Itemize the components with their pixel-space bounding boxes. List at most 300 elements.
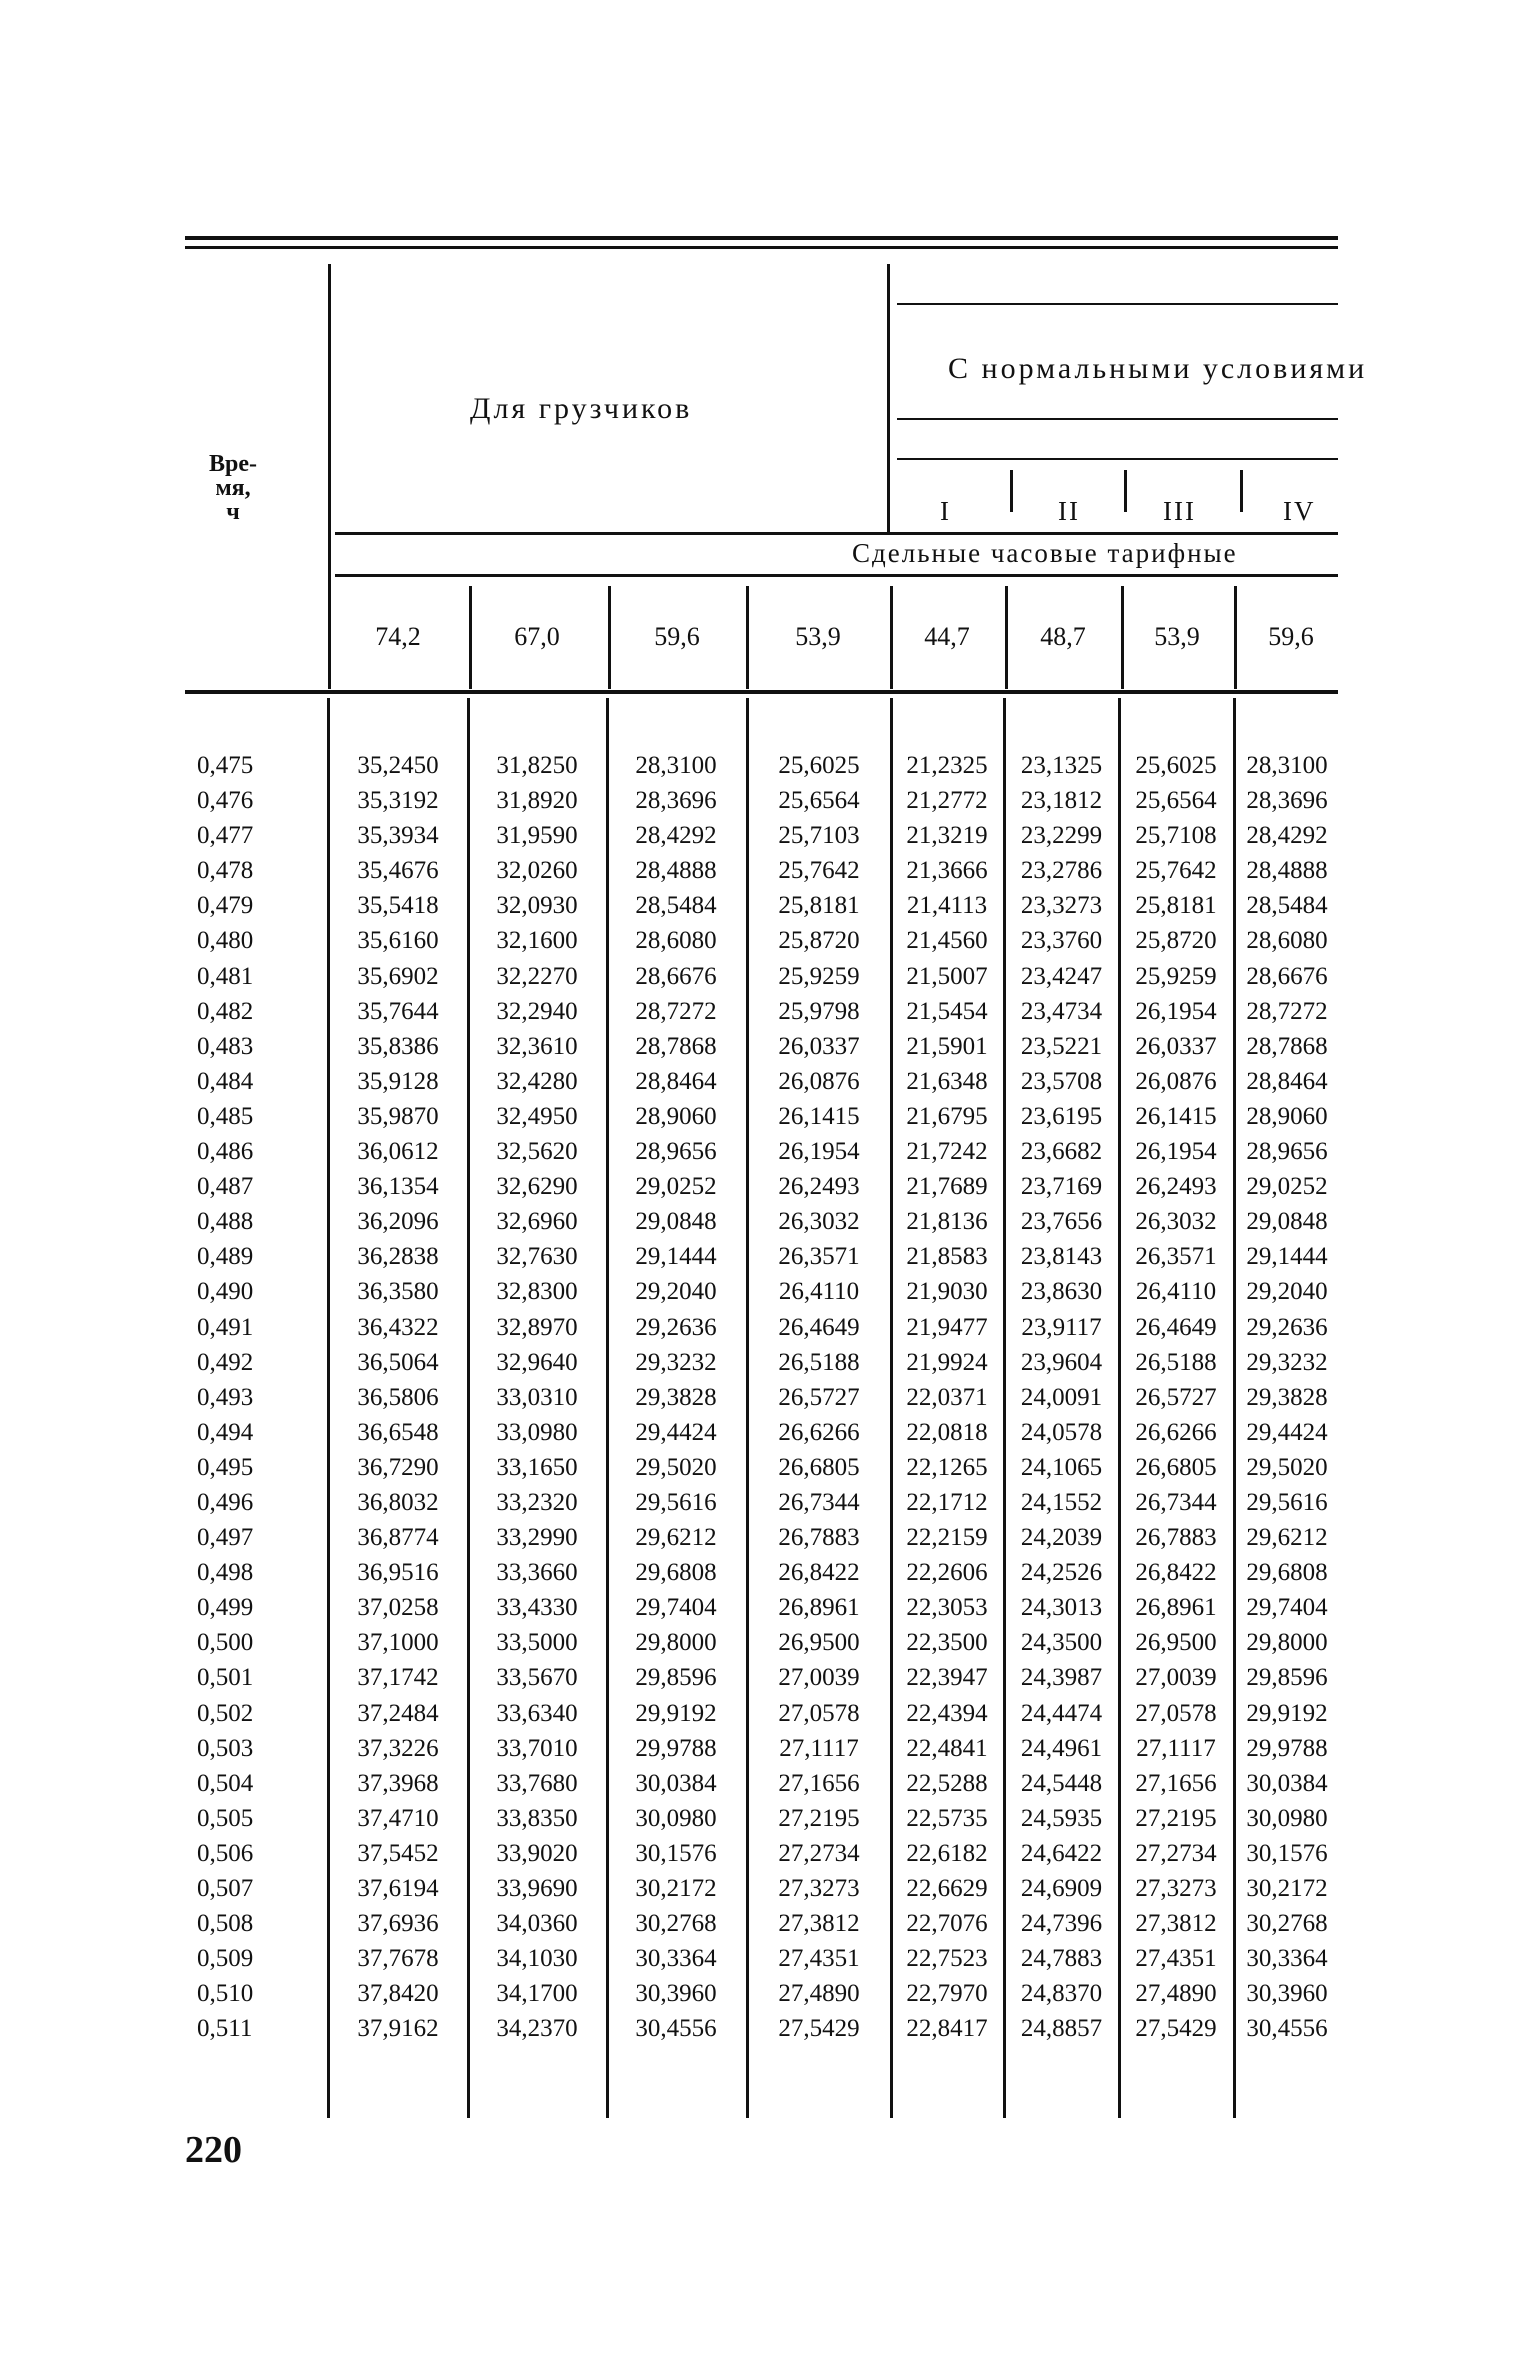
table-cell: 27,4351 [778,1945,860,1973]
table-cell: 33,0310 [496,1383,578,1411]
table-cell: 23,9117 [1021,1313,1102,1341]
table-cell: 22,4394 [906,1699,988,1727]
table-cell: 0,492 [197,1348,254,1376]
table-cell: 33,7010 [496,1734,578,1762]
table-cell: 0,487 [197,1173,254,1201]
rate-2: 67,0 [514,622,560,651]
rate-divider-3 [746,586,749,689]
table-cell: 35,4676 [357,857,439,885]
table-cell: 26,6805 [1135,1453,1217,1481]
table-cell: 34,0360 [496,1910,578,1938]
time-column [197,748,297,2046]
table-cell: 32,6290 [496,1173,578,1201]
table-cell: 0,496 [197,1488,254,1516]
table-cell: 23,4247 [1020,962,1103,990]
table-cell: 24,2526 [1020,1559,1103,1587]
table-cell: 35,6160 [357,927,439,955]
roman-ii: II [1058,496,1080,526]
rate-8: 59,6 [1268,622,1314,651]
table-cell: 23,7656 [1020,1208,1103,1236]
table-cell: 25,9798 [778,997,860,1025]
rate-4: 53,9 [795,622,841,651]
table-cell: 30,0980 [635,1804,717,1832]
table-cell: 24,4961 [1020,1734,1103,1762]
table-cell: 34,1030 [496,1945,578,1973]
table-cell: 28,5484 [1246,892,1328,920]
body-divider-3 [746,698,749,2118]
table-cell: 26,3571 [778,1243,860,1271]
table-cell: 28,3100 [635,752,717,779]
table-cell: 0,508 [197,1910,254,1938]
table-cell: 25,9259 [1135,962,1217,990]
table-cell: 22,7970 [906,1980,988,2008]
table-cell: 21,8583 [906,1243,988,1271]
roman-divider-1 [1010,470,1013,512]
table-cell: 0,501 [197,1664,254,1692]
page-number: 220 [185,2129,242,2171]
table-cell: 22,5288 [906,1769,988,1797]
table-cell: 30,3960 [1246,1980,1328,2008]
table-cell: 26,9500 [1135,1629,1217,1657]
table-cell: 24,6909 [1020,1875,1103,1902]
time-label-line-3: ч [226,499,240,525]
table-cell: 37,5452 [357,1839,439,1867]
table-cell: 27,3273 [1135,1875,1217,1902]
body-divider-5 [1003,698,1006,2118]
table-cell: 30,3364 [635,1945,717,1973]
table-cell: 30,4556 [1246,2015,1328,2043]
table-cell: 27,3812 [1135,1910,1217,1938]
table-cell: 33,4330 [496,1594,578,1622]
table-cell: 25,8720 [778,927,860,955]
table-cell: 26,0876 [1135,1067,1217,1095]
time-label-line-1: Вре- [209,451,257,477]
table-cell: 25,7642 [1135,857,1217,885]
normal-group-bottom-rule [897,418,1338,420]
table-cell: 26,2493 [1135,1173,1217,1201]
table-cell: 0,482 [197,997,254,1025]
table-cell: 0,478 [197,857,254,885]
rate-7: 53,9 [1154,622,1200,651]
rates-caption: Сдельные часовые тарифные [852,538,1238,568]
table-cell: 27,2734 [778,1839,860,1867]
group-loaders-title: Для грузчиков [470,392,693,425]
table-cell: 0,498 [197,1559,254,1587]
table-cell: 29,9192 [635,1699,717,1727]
table-cell: 26,7344 [1135,1488,1217,1516]
table-cell: 37,2484 [357,1699,439,1727]
table-cell: 33,2320 [496,1488,578,1516]
table-cell: 36,5806 [357,1383,439,1411]
table-cell: 28,7868 [635,1032,717,1060]
body-divider-1 [467,698,470,2118]
table-cell: 33,1650 [496,1453,578,1481]
table-cell: 22,3500 [906,1629,988,1657]
table-cell: 27,3273 [778,1875,860,1902]
body-divider-2 [606,698,609,2118]
table-cell: 23,6682 [1020,1138,1103,1166]
table-cell: 24,7883 [1020,1945,1103,1973]
table-cell: 0,489 [197,1243,254,1271]
table-cell: 26,1954 [1135,997,1217,1025]
table-cell: 22,6182 [906,1839,988,1867]
table-cell: 23,6195 [1020,1102,1103,1130]
table-cell: 29,4424 [1246,1418,1328,1446]
table-cell: 30,2172 [1246,1875,1328,1902]
table-cell: 25,7108 [1135,822,1217,850]
table-cell: 24,0091 [1020,1383,1103,1411]
table-cell: 28,6080 [1246,927,1328,955]
table-cell: 36,0612 [357,1138,439,1166]
table-cell: 24,8370 [1020,1980,1103,2008]
table-cell: 26,0337 [778,1032,860,1060]
table-cell: 35,9128 [357,1067,439,1095]
table-cell: 29,8000 [635,1629,717,1657]
data-column-7 [1121,748,1231,2046]
table-cell: 29,2636 [1246,1313,1328,1341]
roman-divider-2 [1124,470,1127,512]
roman-divider-3 [1240,470,1243,512]
table-cell: 22,4841 [906,1734,988,1762]
table-cell: 26,5727 [1135,1383,1217,1411]
table-cell: 21,9477 [906,1313,988,1341]
table-cell: 21,9924 [906,1348,988,1376]
table-cell: 24,3987 [1020,1664,1103,1692]
table-cell: 33,7680 [496,1769,578,1797]
table-cell: 0,511 [197,2015,253,2043]
table-cell: 26,0876 [778,1067,860,1095]
table-cell: 22,2606 [906,1559,988,1587]
roman-iv: IV [1283,496,1316,526]
table-cell: 26,6805 [778,1453,860,1481]
table-cell: 33,2990 [496,1524,578,1552]
table-cell: 21,5454 [906,997,988,1025]
table-cell: 28,4888 [1246,857,1328,885]
table-cell: 0,505 [197,1804,254,1832]
table-cell: 24,6422 [1020,1839,1103,1867]
table-cell: 27,0578 [778,1699,860,1727]
table-cell: 23,2299 [1020,822,1103,850]
table-cell: 27,1656 [1135,1769,1217,1797]
table-cell: 23,8630 [1020,1278,1103,1306]
table-cell: 35,8386 [357,1032,439,1060]
table-cell: 30,1576 [635,1839,717,1867]
table-cell: 26,3571 [1135,1243,1217,1271]
table-cell: 24,4474 [1020,1699,1103,1727]
table-cell: 37,1000 [357,1629,439,1657]
table-cell: 30,2768 [635,1910,717,1938]
table-cell: 22,8417 [906,2015,988,2043]
table-cell: 27,5429 [1135,2015,1217,2043]
table-cell: 28,4292 [1246,822,1328,850]
table-cell: 37,3968 [357,1769,439,1797]
top-rule-2 [185,246,1338,249]
table-cell: 35,5418 [357,892,439,920]
table-cell: 29,6212 [1246,1524,1328,1552]
table-cell: 29,8596 [1246,1664,1328,1692]
table-cell: 29,0848 [1246,1208,1328,1236]
group-normal-title: С нормальными условиями [948,352,1368,385]
table-cell: 24,1065 [1020,1453,1103,1481]
table-cell: 25,6564 [778,787,860,815]
table-cell: 26,6266 [778,1418,860,1446]
table-cell: 36,5064 [357,1348,439,1376]
table-cell: 26,5188 [778,1348,860,1376]
table-cell: 30,1576 [1246,1839,1328,1867]
table-cell: 29,6808 [635,1559,717,1587]
table-cell: 25,8181 [1135,892,1217,920]
table-cell: 32,4280 [496,1067,578,1095]
rate-1: 74,2 [375,622,421,651]
table-cell: 30,0384 [635,1769,717,1797]
table-cell: 29,1444 [635,1243,717,1271]
rate-5: 44,7 [924,622,970,651]
table-cell: 36,6548 [357,1418,439,1446]
roman-top-rule [897,458,1338,460]
table-cell: 21,5901 [906,1032,988,1060]
table-cell: 28,6676 [1246,962,1328,990]
table-cell: 30,2172 [635,1875,717,1902]
table-cell: 28,7868 [1246,1032,1328,1060]
table-cell: 24,5448 [1020,1769,1103,1797]
table-cell: 26,1954 [778,1138,860,1166]
table-cell: 23,5708 [1020,1067,1103,1095]
data-column-8 [1237,748,1337,2046]
table-cell: 21,3219 [906,822,988,850]
table-cell: 25,6564 [1135,787,1217,815]
table-cell: 29,1444 [1246,1243,1328,1271]
table-cell: 0,506 [197,1839,254,1867]
table-cell: 28,9060 [1246,1102,1328,1130]
table-cell: 29,7404 [635,1594,717,1622]
table-cell: 26,3032 [778,1208,860,1236]
table-cell: 27,2195 [1135,1804,1217,1832]
table-cell: 0,483 [197,1032,254,1060]
table-cell: 35,9870 [357,1102,439,1130]
table-cell: 25,7103 [778,822,860,850]
time-label-line-2: мя, [215,475,251,501]
table-cell: 0,485 [197,1102,254,1130]
table-cell: 23,3273 [1020,892,1103,920]
table-cell: 21,3666 [906,857,988,885]
table-cell: 27,3812 [778,1910,860,1938]
time-column-label [193,452,273,524]
table-cell: 26,9500 [778,1629,860,1657]
table-cell: 0,488 [197,1208,254,1236]
table-cell: 24,8857 [1020,2015,1103,2043]
table-cell: 0,509 [197,1945,254,1973]
table-cell: 24,2039 [1020,1524,1103,1552]
table-cell: 24,3500 [1020,1629,1103,1657]
table-cell: 31,8250 [496,752,578,779]
table-cell: 33,6340 [496,1699,578,1727]
table-cell: 23,9604 [1020,1348,1103,1376]
table-cell: 21,6795 [906,1102,988,1130]
table-cell: 33,5000 [496,1629,578,1657]
table-cell: 33,3660 [496,1559,578,1587]
table-cell: 21,7689 [906,1173,988,1201]
table-cell: 30,4556 [635,2015,717,2043]
table-cell: 32,9640 [496,1348,578,1376]
table-cell: 37,3226 [357,1734,439,1762]
table-cell: 21,9030 [906,1278,988,1306]
table-cell: 23,4734 [1020,997,1103,1025]
table-cell: 29,2636 [635,1313,717,1341]
rates-caption-top-rule [335,532,1338,535]
table-cell: 29,8596 [635,1664,717,1692]
table-cell: 36,3580 [357,1278,439,1306]
table-cell: 26,2493 [778,1173,860,1201]
table-cell: 27,2195 [778,1804,860,1832]
data-column-6 [1007,748,1116,2046]
table-cell: 35,3934 [357,822,439,850]
table-cell: 33,5670 [496,1664,578,1692]
table-cell: 37,1742 [357,1664,439,1692]
table-cell: 25,6025 [1135,752,1217,779]
table-cell: 32,0930 [496,892,578,920]
table-cell: 28,3696 [1246,787,1328,815]
table-cell: 27,1117 [1136,1734,1216,1762]
header-bottom-rule [185,690,1338,694]
table-cell: 36,8774 [357,1524,439,1552]
table-cell: 27,5429 [778,2015,860,2043]
table-cell: 29,5616 [635,1488,717,1516]
table-cell: 37,4710 [357,1804,439,1832]
table-cell: 21,5007 [906,962,988,990]
body-divider-7 [1233,698,1236,2118]
table-cell: 28,8464 [1246,1067,1328,1095]
table-cell: 34,2370 [496,2015,578,2043]
table-cell: 29,0252 [635,1173,717,1201]
table-cell: 29,4424 [635,1418,717,1446]
table-cell: 32,2940 [496,997,578,1025]
table-cell: 28,4292 [635,822,717,850]
table-cell: 22,7523 [906,1945,988,1973]
table-cell: 25,8720 [1135,927,1217,955]
table-cell: 0,495 [197,1453,254,1481]
table-cell: 28,6676 [635,962,717,990]
table-cell: 23,7169 [1020,1173,1103,1201]
table-cell: 27,4890 [1135,1980,1217,2008]
table-cell: 26,7883 [1135,1524,1217,1552]
table-cell: 37,8420 [357,1980,439,2008]
roman-iii: III [1163,496,1196,526]
table-cell: 25,6025 [778,752,860,779]
table-cell: 37,9162 [357,2015,439,2043]
table-cell: 0,504 [197,1769,254,1797]
table-cell: 29,6808 [1246,1559,1328,1587]
table-cell: 31,9590 [496,822,578,850]
table-cell: 21,8136 [906,1208,988,1236]
table-cell: 0,494 [197,1418,254,1446]
table-cell: 29,9192 [1246,1699,1328,1727]
table-cell: 26,4649 [1135,1313,1217,1341]
table-cell: 0,497 [197,1524,254,1552]
table-cell: 26,7344 [778,1488,860,1516]
table-cell: 28,4888 [635,857,717,885]
table-cell: 23,8143 [1020,1243,1103,1271]
table-cell: 29,2040 [635,1278,717,1306]
table-cell: 22,2159 [906,1524,988,1552]
table-cell: 30,2768 [1246,1910,1328,1938]
top-rule [185,236,1338,240]
table-cell: 26,5188 [1135,1348,1217,1376]
table-cell: 28,9060 [635,1102,717,1130]
table-cell: 26,6266 [1135,1418,1217,1446]
table-cell: 0,479 [197,892,254,920]
table-cell: 37,7678 [357,1945,439,1973]
table-cell: 0,477 [197,822,254,850]
table-cell: 21,6348 [906,1067,988,1095]
table-cell: 26,5727 [778,1383,860,1411]
table-cell: 32,5620 [496,1138,578,1166]
table-cell: 27,4351 [1135,1945,1217,1973]
table-cell: 29,0252 [1246,1173,1328,1201]
table-cell: 0,493 [197,1383,254,1411]
table-cell: 35,6902 [357,962,439,990]
table-cell: 37,6194 [357,1875,439,1902]
table-cell: 0,481 [197,962,254,990]
table-cell: 24,3013 [1020,1594,1103,1622]
table-cell: 24,0578 [1020,1418,1103,1446]
table-cell: 26,4649 [778,1313,860,1341]
table-cell: 34,1700 [496,1980,578,2008]
header-divider-groups [887,264,890,532]
data-column-2 [471,748,603,2046]
table-cell: 0,503 [197,1734,254,1762]
table-cell: 27,1117 [779,1734,859,1762]
table-cell: 0,500 [197,1629,254,1657]
roman-i: I [940,496,951,526]
table-cell: 22,6629 [906,1875,988,1902]
table-cell: 27,2734 [1135,1839,1217,1867]
table-cell: 36,7290 [357,1453,439,1481]
table-cell: 36,1354 [357,1173,439,1201]
table-cell: 25,7642 [778,857,860,885]
table-cell: 23,1325 [1020,752,1103,779]
table-cell: 28,9656 [635,1138,717,1166]
table-cell: 29,2040 [1246,1278,1328,1306]
table-cell: 0,480 [197,927,254,955]
table-cell: 21,7242 [906,1138,988,1166]
table-cell: 32,2270 [496,962,578,990]
table-cell: 0,475 [197,752,254,779]
table-cell: 37,0258 [357,1594,439,1622]
table-cell: 36,2096 [357,1208,439,1236]
table-cell: 32,0260 [496,857,578,885]
table-cell: 28,7272 [1246,997,1328,1025]
table-cell: 31,8920 [496,787,578,815]
table-cell: 27,0039 [778,1664,860,1692]
rate-divider-2 [608,586,611,689]
table-cell: 29,7404 [1246,1594,1328,1622]
table-cell: 29,3828 [635,1383,717,1411]
data-column-1 [332,748,464,2046]
table-cell: 22,1712 [906,1488,988,1516]
table-cell: 35,7644 [357,997,439,1025]
table-cell: 37,6936 [357,1910,439,1938]
table-cell: 28,7272 [635,997,717,1025]
table-cell: 24,5935 [1020,1804,1103,1832]
table-cell: 22,7076 [906,1910,988,1938]
normal-group-top-rule [897,303,1338,305]
table-cell: 35,3192 [357,787,439,815]
table-cell: 32,1600 [496,927,578,955]
table-cell: 26,8422 [1135,1559,1217,1587]
table-cell: 29,0848 [635,1208,717,1236]
table-cell: 22,0371 [906,1383,988,1411]
table-cell: 22,5735 [906,1804,988,1832]
